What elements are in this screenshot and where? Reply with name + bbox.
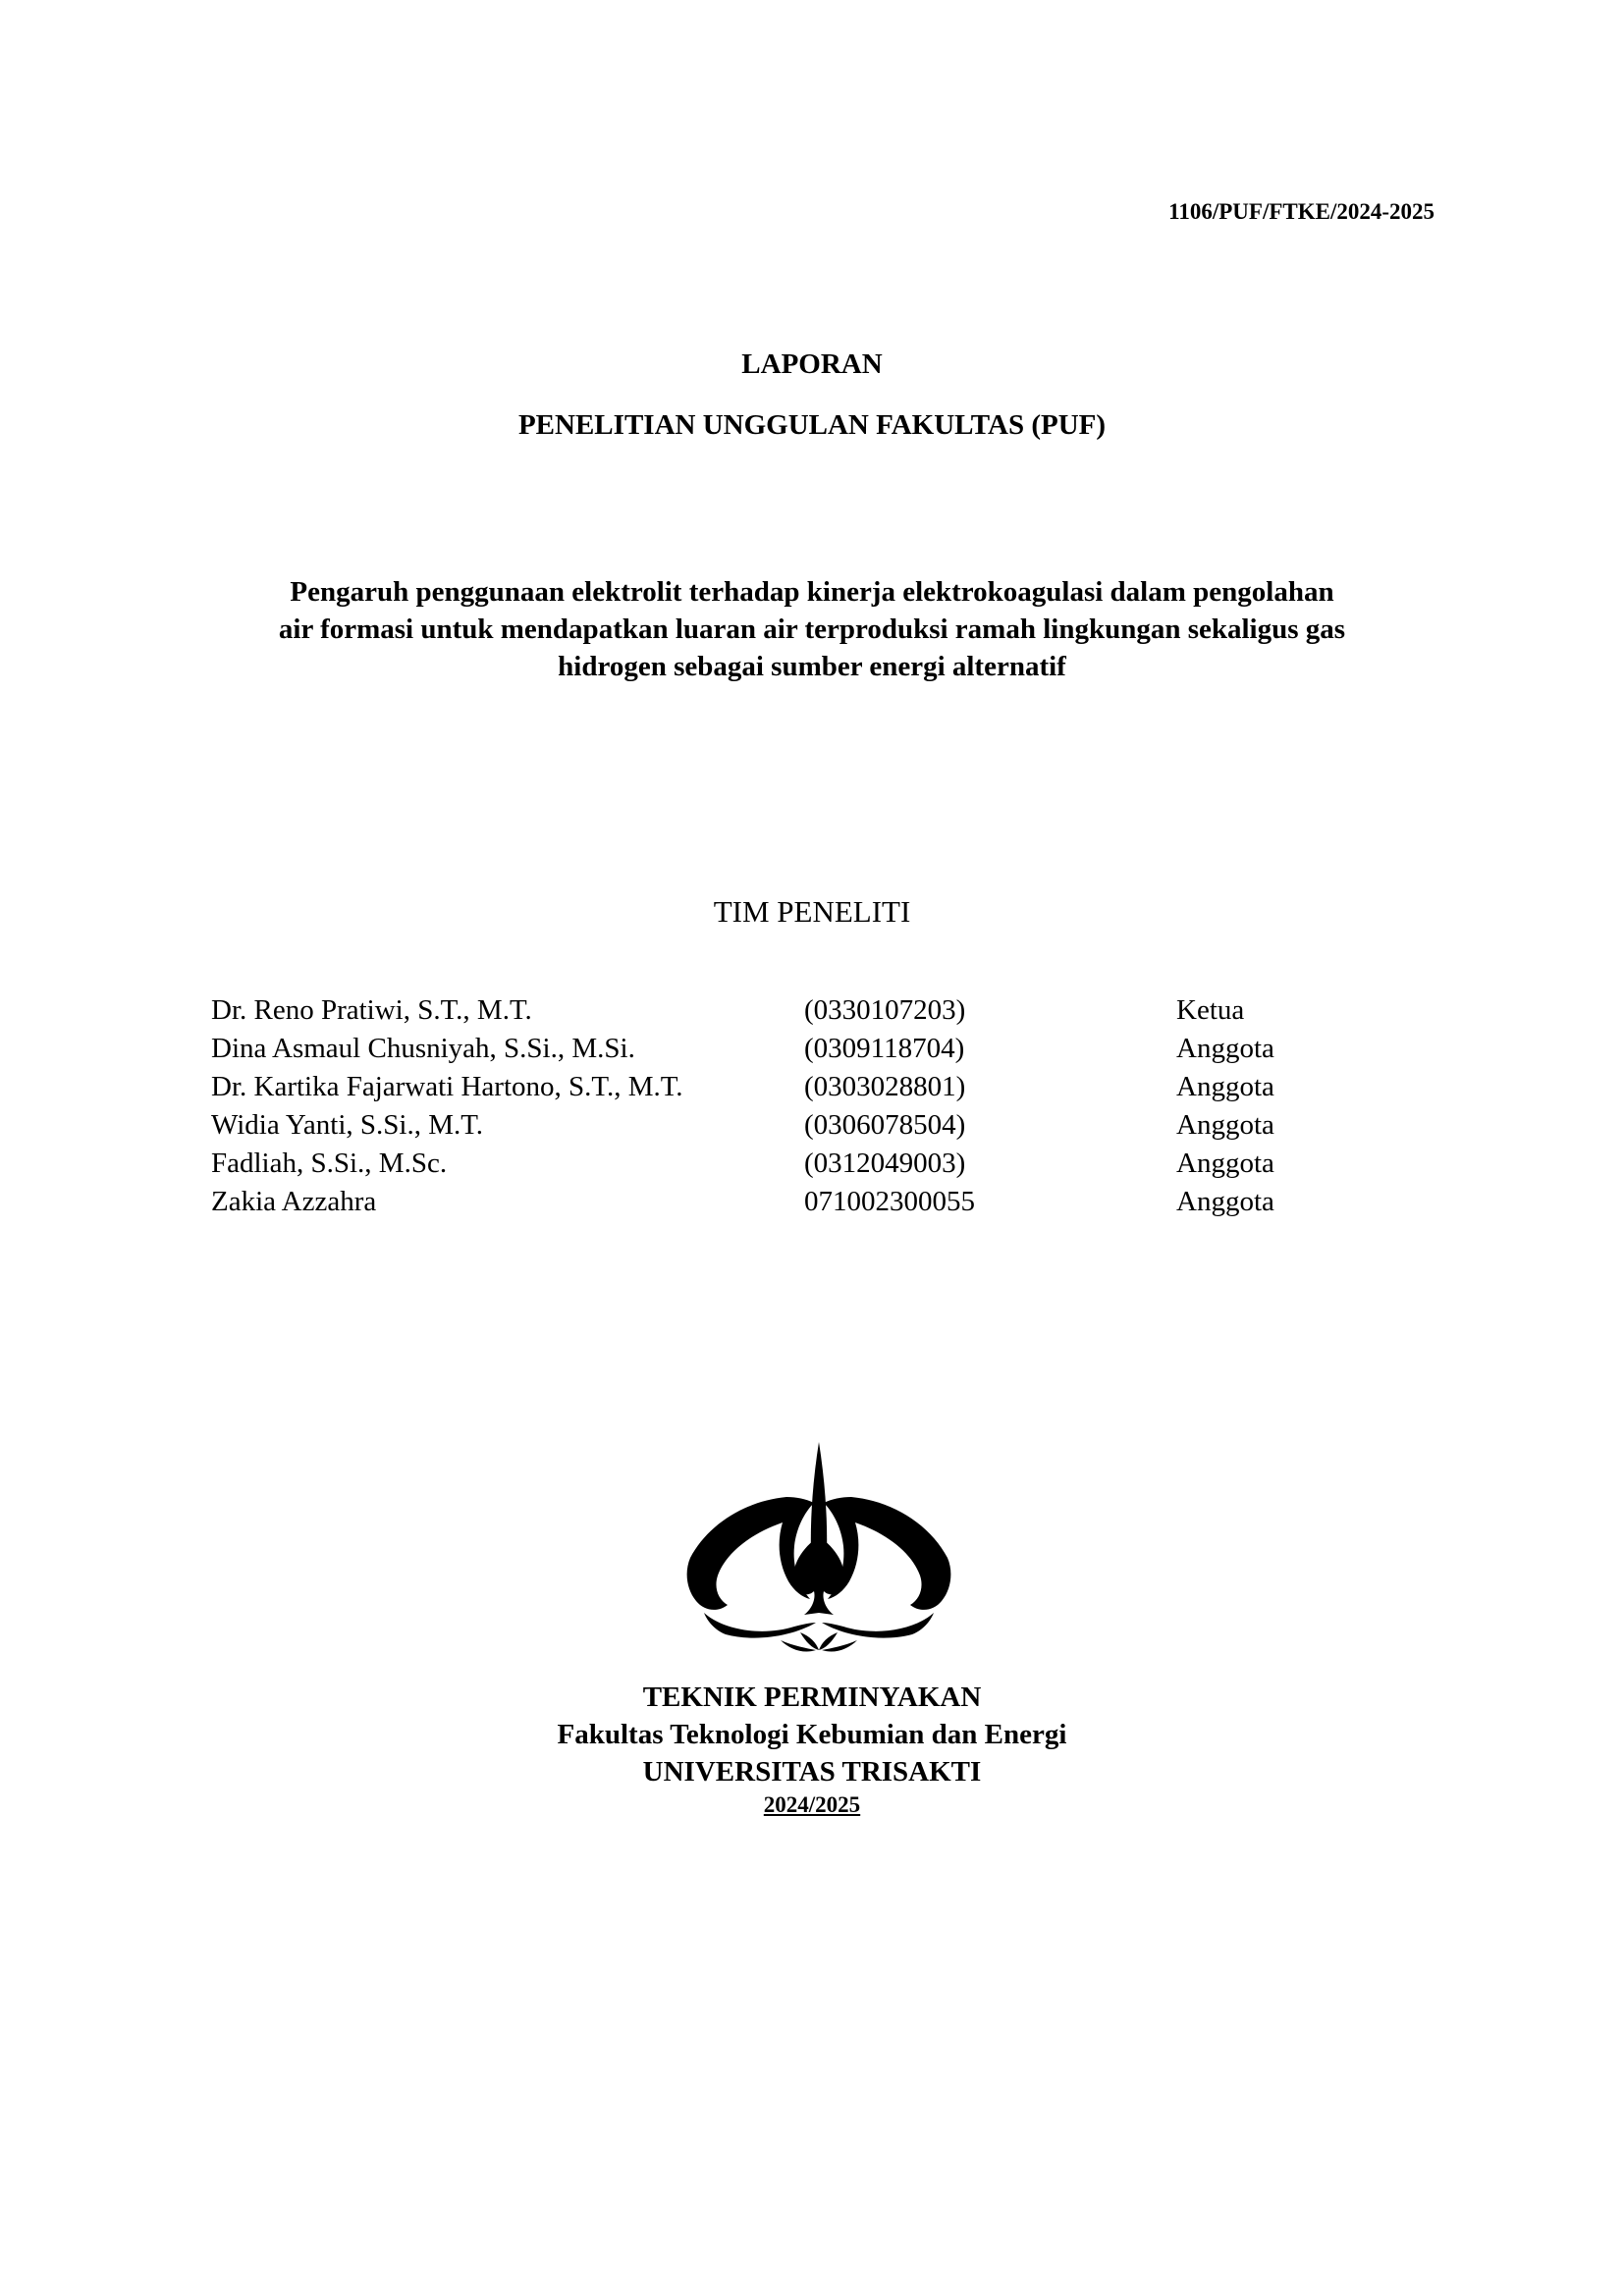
research-title — [0, 573, 1624, 685]
report-label: LAPORAN — [741, 348, 883, 380]
university-name: UNIVERSITAS TRISAKTI — [642, 1756, 982, 1788]
institution-block — [0, 1679, 1624, 1790]
research-title-line-3: hidrogen sebagai sumber energi alternatif — [558, 651, 1066, 682]
team-members-table — [211, 994, 1324, 1224]
member-role: Anggota — [1176, 1109, 1274, 1141]
trisakti-university-emblem-icon — [684, 1440, 953, 1656]
team-member-row — [211, 1071, 1324, 1109]
team-heading: TIM PENELITI — [713, 894, 911, 929]
team-member-row — [211, 1033, 1324, 1071]
member-role: Anggota — [1176, 1071, 1274, 1102]
member-name: Fadliah, S.Si., M.Sc. — [211, 1148, 448, 1179]
academic-year: 2024/2025 — [763, 1792, 861, 1817]
program-label: PENELITIAN UNGGULAN FAKULTAS (PUF) — [517, 409, 1107, 441]
member-name: Dr. Reno Pratiwi, S.T., M.T. — [211, 994, 532, 1026]
team-member-row — [211, 1186, 1324, 1224]
member-id: (0312049003) — [804, 1148, 966, 1179]
member-name: Dr. Kartika Fajarwati Hartono, S.T., M.T. — [211, 1071, 683, 1102]
member-role: Anggota — [1176, 1033, 1274, 1064]
team-member-row — [211, 1109, 1324, 1148]
member-role: Anggota — [1176, 1148, 1274, 1179]
research-title-line-1: Pengaruh penggunaan elektrolit terhadap kinerja elektrokoagulasi dalam pengolahan — [290, 576, 1334, 608]
member-id: (0306078504) — [804, 1109, 966, 1141]
member-id: (0309118704) — [804, 1033, 965, 1064]
research-title-line-2: air formasi untuk mendapatkan luaran air terproduksi ramah lingkungan sekaligus gas — [278, 614, 1346, 645]
team-member-row — [211, 994, 1324, 1033]
member-role: Anggota — [1176, 1186, 1274, 1217]
member-name: Widia Yanti, S.Si., M.T. — [211, 1109, 484, 1141]
document-number: 1106/PUF/FTKE/2024-2025 — [1168, 199, 1435, 224]
department-name: TEKNIK PERMINYAKAN — [642, 1682, 982, 1713]
faculty-name: Fakultas Teknologi Kebumian dan Energi — [557, 1719, 1067, 1750]
member-role: Ketua — [1176, 994, 1245, 1026]
member-id: (0303028801) — [804, 1071, 966, 1102]
member-id: 071002300055 — [804, 1186, 975, 1217]
member-name: Dina Asmaul Chusniyah, S.Si., M.Si. — [211, 1033, 635, 1064]
member-id: (0330107203) — [804, 994, 966, 1026]
member-name: Zakia Azzahra — [211, 1186, 377, 1217]
team-member-row — [211, 1148, 1324, 1186]
